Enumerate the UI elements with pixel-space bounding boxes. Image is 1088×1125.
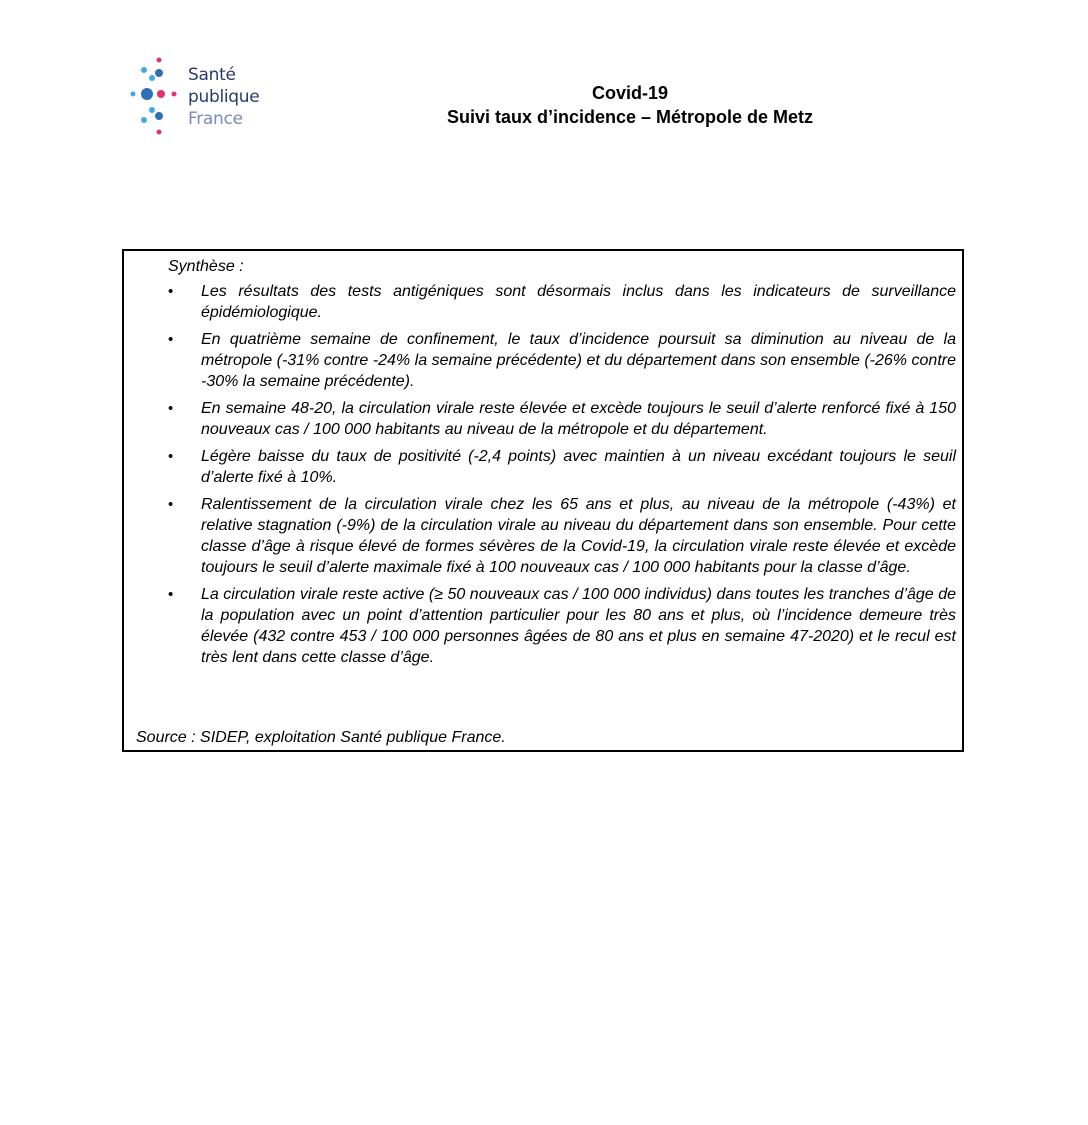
list-item-text: En quatrième semaine de confinement, le taux d’incidence poursuit sa diminution au niveau de la métropole (-31% contre -24% la semaine précédente) et du département dans son ensemble (-26% contre -30% la semaine précédente). <box>201 331 956 390</box>
bullet-icon: • <box>168 331 174 348</box>
list-item <box>168 398 956 440</box>
bullet-icon: • <box>168 496 174 513</box>
synthese-list <box>168 281 956 674</box>
logo-wordmark <box>188 64 259 130</box>
list-item <box>168 584 956 668</box>
bullet-icon: • <box>168 283 174 300</box>
list-item <box>168 494 956 578</box>
sante-publique-france-logo <box>130 56 280 138</box>
logo-dots-icon <box>130 56 186 138</box>
logo-line-2: publique <box>188 87 260 107</box>
logo-line-3: France <box>188 109 243 129</box>
source-note: Source : SIDEP, exploitation Santé publique France. <box>136 729 506 746</box>
bullet-icon: • <box>168 448 174 465</box>
bullet-icon: • <box>168 400 174 417</box>
synthese-heading: Synthèse : <box>168 258 244 275</box>
synthese-box <box>122 249 964 752</box>
list-item <box>168 446 956 488</box>
list-item-text: Ralentissement de la circulation virale chez les 65 ans et plus, au niveau de la métropole (-43%) et relative stagnation (-9%) de la circulation virale au niveau du département dans son ensemble. Pour cette classe d’âge à risque élevé de formes sévères de la Covid-19, la circulation virale reste élevée et excède toujours le seuil d’alerte maximale fixé à 100 nouveaux cas / 100 000 habitants pour la classe d’âge. <box>201 496 956 576</box>
list-item-text: En semaine 48-20, la circulation virale reste élevée et excède toujours le seuil d’alerte renforcé fixé à 150 nouveaux cas / 100 000 habitants au niveau de la métropole et du département. <box>201 400 956 438</box>
bullet-icon: • <box>168 586 174 603</box>
logo-line-1: Santé <box>188 65 236 85</box>
list-item-text: La circulation virale reste active (≥ 50 nouveaux cas / 100 000 individus) dans toutes les tranches d’âge de la population avec un point d’attention particulier pour les 80 ans et plus, où l’incidence demeure très élevée (432 contre 453 / 100 000 personnes âgées de 80 ans et plus en semaine 47-2020) et le recul est très lent dans cette classe d’âge. <box>201 586 956 666</box>
list-item-text: Légère baisse du taux de positivité (-2,4 points) avec maintien à un niveau excédant toujours le seuil d’alerte fixé à 10%. <box>201 448 956 486</box>
list-item <box>168 281 956 323</box>
document-title: Covid-19 <box>591 83 669 103</box>
document-subtitle: Suivi taux d’incidence – Métropole de Metz <box>446 107 814 127</box>
document-header <box>360 81 900 129</box>
list-item <box>168 329 956 392</box>
list-item-text: Les résultats des tests antigéniques sont désormais inclus dans les indicateurs de surveillance épidémiologique. <box>201 283 956 321</box>
